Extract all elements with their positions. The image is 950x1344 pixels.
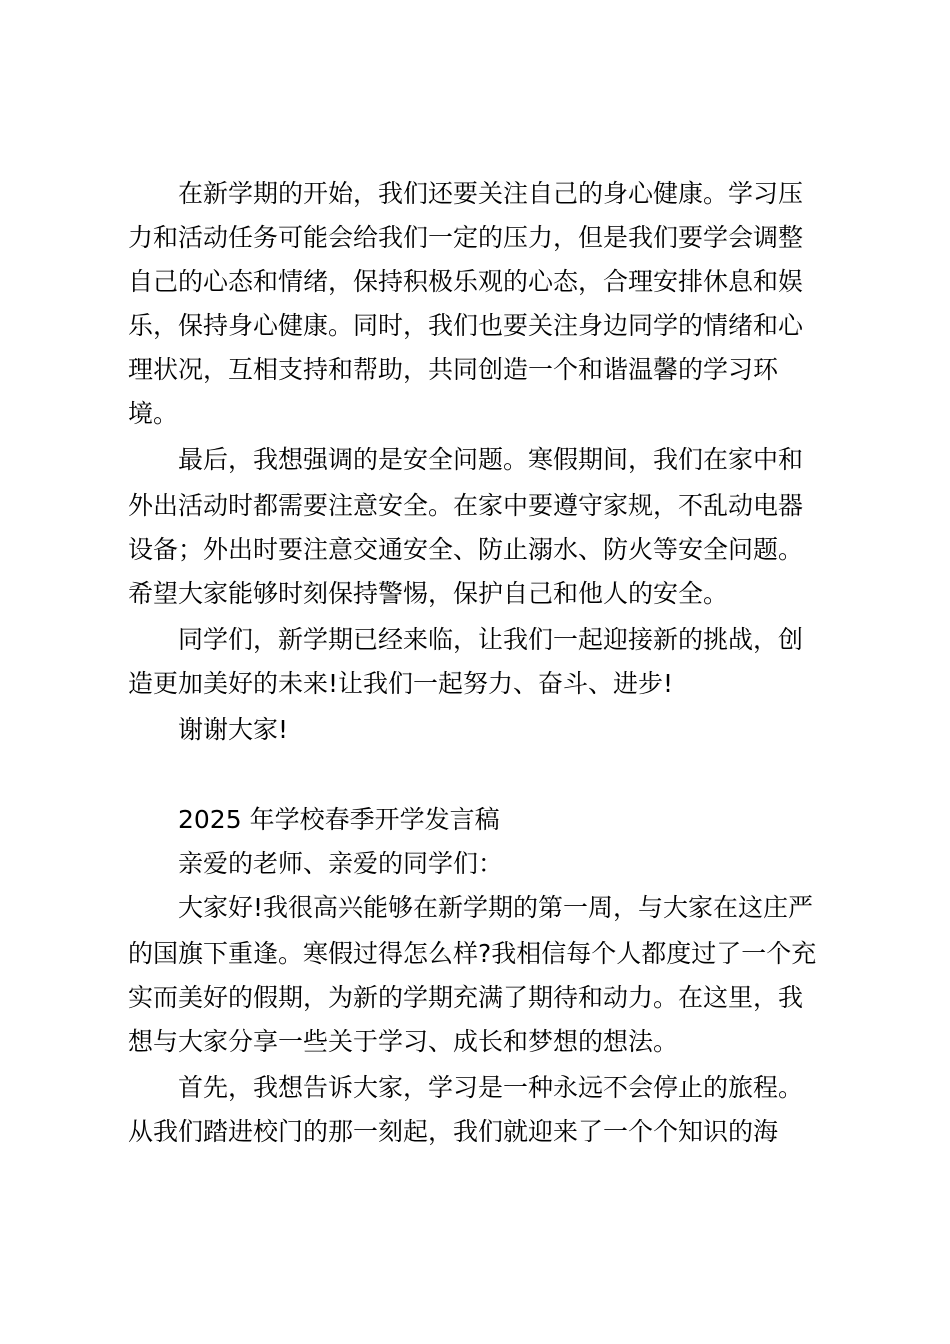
paragraph-text: 外出活动时都需要注意安全。在家中要遵守家规，不乱动电器 — [128, 491, 804, 520]
paragraph-text: 自己的心态和情绪，保持积极乐观的心态，合理安排休息和娱 — [128, 267, 804, 296]
paragraph-line — [0, 886, 950, 930]
paragraph-text: 在新学期的开始，我们还要关注自己的身心健康。学习压 — [178, 179, 804, 208]
paragraph-text: 首先，我想告诉大家，学习是一种永远不会停止的旅程。 — [178, 1073, 804, 1102]
thanks-text: 谢谢大家! — [178, 715, 289, 744]
paragraph-text: 大家好!我很高兴能够在新学期的第一周，与大家在这庄严 — [178, 893, 814, 922]
closing-thanks — [0, 708, 950, 752]
paragraph-line — [0, 216, 950, 260]
speech-title-text: 2025 年学校春季开学发言稿 — [178, 805, 500, 834]
salutation-text: 亲爱的老师、亲爱的同学们： — [178, 849, 504, 878]
paragraph-text: 想与大家分享一些关于学习、成长和梦想的想法。 — [128, 1027, 679, 1056]
paragraph-text: 乐，保持身心健康。同时，我们也要关注身边同学的情绪和心 — [128, 311, 804, 340]
paragraph-text: 设备；外出时要注意交通安全、防止溺水、防火等安全问题。 — [128, 535, 804, 564]
paragraph-text: 实而美好的假期，为新的学期充满了期待和动力。在这里，我 — [128, 983, 804, 1012]
paragraph-line — [0, 260, 950, 304]
paragraph-text: 造更加美好的未来!让我们一起努力、奋斗、进步! — [128, 669, 674, 698]
paragraph-text: 从我们踏进校门的那一刻起，我们就迎来了一个个知识的海 — [128, 1117, 779, 1146]
paragraph-line — [0, 172, 950, 216]
paragraph-text: 的国旗下重逢。寒假过得怎么样?我相信每个人都度过了一个充 — [128, 939, 817, 968]
paragraph-line — [0, 392, 950, 436]
paragraph-line — [0, 618, 950, 662]
paragraph-line — [0, 484, 950, 528]
paragraph-line — [0, 1110, 950, 1154]
paragraph-line — [0, 348, 950, 392]
paragraph-text: 希望大家能够时刻保持警惕，保护自己和他人的安全。 — [128, 579, 729, 608]
speech-title — [0, 798, 950, 842]
paragraph-text: 同学们，新学期已经来临，让我们一起迎接新的挑战，创 — [178, 625, 804, 654]
paragraph-text: 理状况，互相支持和帮助，共同创造一个和谐温馨的学习环 — [128, 355, 779, 384]
paragraph-text: 力和活动任务可能会给我们一定的压力，但是我们要学会调整 — [128, 223, 804, 252]
paragraph-line — [0, 1020, 950, 1064]
paragraph-line — [0, 528, 950, 572]
paragraph-line — [0, 438, 950, 482]
paragraph-line — [0, 932, 950, 976]
paragraph-line — [0, 572, 950, 616]
paragraph-text: 最后，我想强调的是安全问题。寒假期间，我们在家中和 — [178, 445, 804, 474]
paragraph-line — [0, 976, 950, 1020]
paragraph-line — [0, 304, 950, 348]
paragraph-text: 境。 — [128, 399, 179, 428]
paragraph-line — [0, 662, 950, 706]
paragraph-line — [0, 1066, 950, 1110]
salutation — [0, 842, 950, 886]
